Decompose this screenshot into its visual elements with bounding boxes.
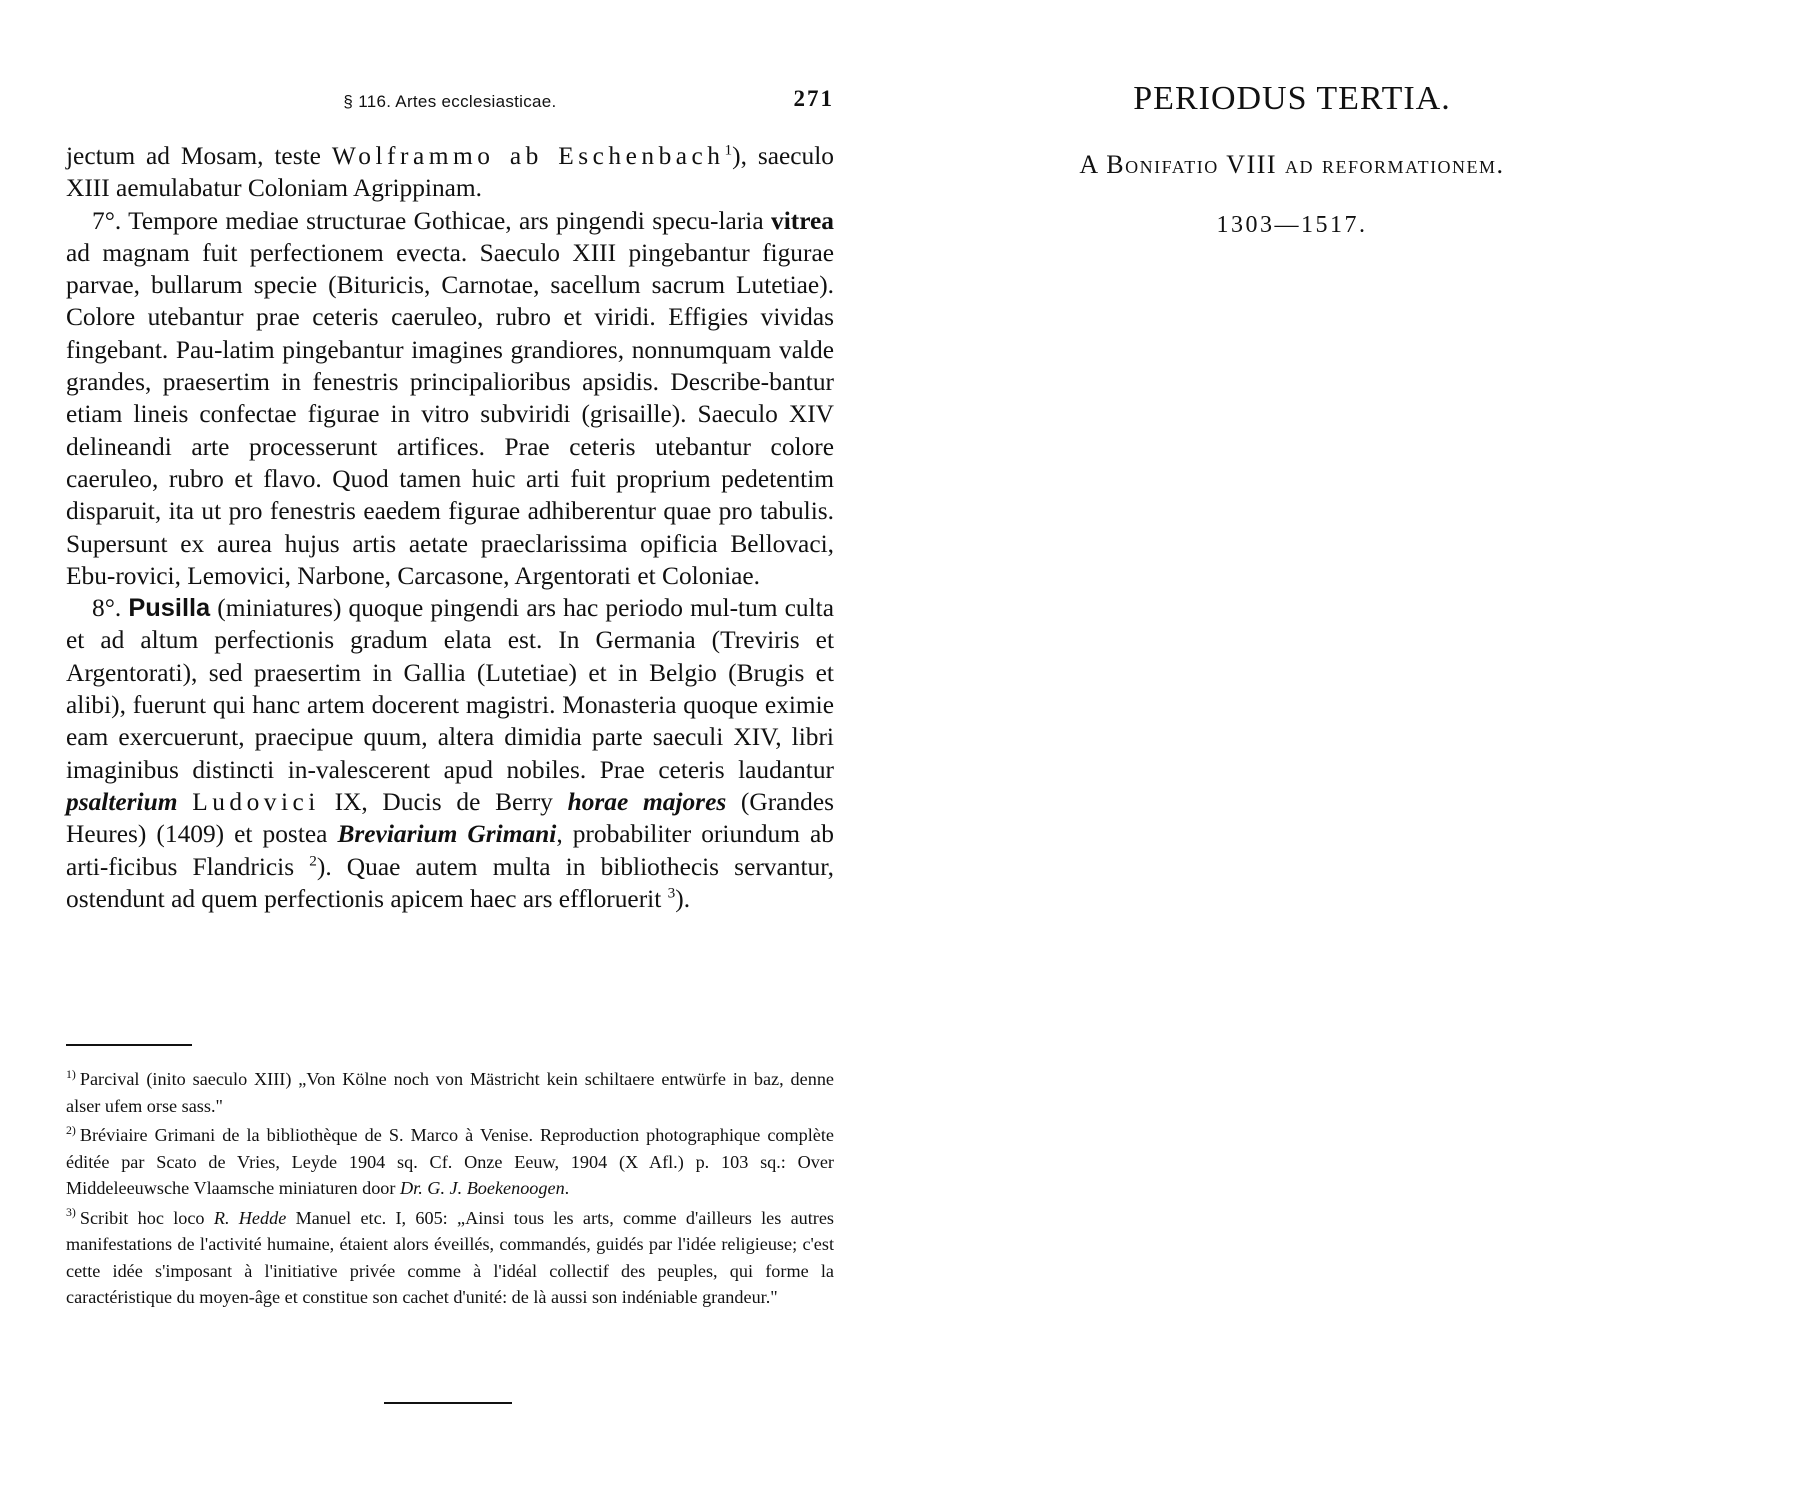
footnote-mark: 1): [66, 1066, 76, 1081]
footnote-text: Manuel etc. I, 605: „Ainsi tous les arts, comme d'ailleurs les autres manifestations de l'activité humaine, étaient alors éveillés, commandés, guidés par l'idée religieuse; c'est cette idée s'imposant à l'initiative privée comme à l'idéal collectif des peuples, qui forme la caractéristique du moyen-âge et constitue son cachet d'unité: de là aussi son indéniable grandeur.": [66, 1207, 835, 1307]
text-run: ad magnam fuit perfectionem evecta. Saeculo XIII pingebantur figurae parvae, bullarum specie (Bituricis, Carnotae, sacellum sacrum Lutetiae). Colore utebantur prae ceteris caeruleo, rubro et viridi. Effigies vividas fingebant. Pau-latim pingebantur imagines grandiores, nonnumquam valde grandes, praesertim in fenestris principalioribus apsidis. Describe-bantur etiam lineis confectae figurae in vitro subviridi (grisaille). Saeculo XIV delineandi arte processerunt artifices. Prae ceteris utebantur colore caeruleo, rubro et flavo. Quod tamen huic arti fuit proprium pedetentim disparuit, ita ut pro fenestris eaedem figurae adhiberentur quae pro tabulis. Supersunt ex aurea hujus artis aetate praeclarissima opificia Bellovaci, Ebu-rovici, Lemovici, Narbone, Carcasone, Argentorati et Coloniae.: [66, 238, 834, 590]
running-head: [66, 86, 834, 116]
footnote-text: Bréviaire Grimani de la bibliothèque de S. Marco à Venise. Reproduction photographique complète éditée par Scato de Vries, Leyde 1904 sq. Cf. Onze Eeuw, 1904 (X Afl.) p. 103 sq.: Over Middeleeuwsche Vlaamsche miniaturen door: [66, 1125, 834, 1198]
paragraph-8: [66, 592, 834, 915]
footnote-ref-2[interactable]: 2: [309, 852, 317, 870]
keyword-bold: Pusilla: [128, 594, 211, 623]
text-run: ). Quae autem multa in bibliothecis servantur, ostendunt ad quem perfectionis apicem haec ars effloruerit: [66, 852, 834, 913]
footnote-text: Scribit hoc loco: [79, 1207, 214, 1228]
keyword-bold: vitrea: [771, 206, 834, 235]
text-run: IX, Ducis de Berry: [319, 787, 568, 816]
period-title: PERIODUS TERTIA.: [1133, 80, 1451, 117]
text-run: (miniatures) quoque pingendi ars hac periodo mul-tum culta et ad altum perfectionis gradum elata est. In Germania (Treviris et Argentorati), sed praesertim in Gallia (Lutetiae) et in Belgio (Brugis et alibi), fuerunt qui hanc artem docerent magistri. Monasteria quoque eximie eam exercuerunt, praecipue quum, altera dimidia parte saeculi XIV, libri imaginibus distincti in-valescerent apud nobiles. Prae ceteris laudantur: [66, 594, 835, 784]
text-run: jectum ad Mosam, teste: [66, 142, 332, 170]
italic-title: Breviarium Grimani: [337, 820, 557, 849]
text-run: (Grandes Heures) (1409) et postea: [66, 787, 834, 849]
period-dates: 1303—1517.: [1216, 212, 1368, 238]
footnote-mark: 2): [66, 1122, 76, 1137]
text-run: ).: [675, 884, 691, 913]
section-number: 8°.: [92, 594, 129, 623]
footnote-3: [66, 1205, 834, 1311]
footnote-divider: [66, 1044, 192, 1046]
end-divider: [384, 1402, 512, 1404]
period-subtitle: A Bonifatio VIII ad reformationem.: [1079, 150, 1505, 179]
author-name: Wolframmo ab Eschenbach: [331, 142, 725, 170]
footnote-author: R. Hedde: [213, 1207, 287, 1228]
paragraph-1: [66, 140, 834, 205]
text-run: ), saeculo XIII aemulabatur Coloniam Agrippinam.: [66, 142, 834, 203]
italic-title: psalterium: [66, 787, 178, 816]
running-head-title: § 116. Artes ecclesiasticae.: [343, 92, 557, 111]
footnote-mark: 3): [66, 1205, 76, 1220]
text-run: [177, 788, 192, 816]
footnote-2: [66, 1122, 834, 1202]
section-number: 7°.: [92, 206, 129, 235]
body-text: [66, 140, 834, 915]
page-number: 271: [793, 86, 834, 111]
footnote-text: Parcival (inito saeculo XIII) „Von Kölne noch von Mästricht kein schiltaere entwürfe in baz, denne alser ufem orse sass.": [66, 1069, 834, 1116]
text-run: Tempore mediae structurae Gothicae, ars pingendi specu-laria: [128, 206, 772, 235]
footnote-ref-3[interactable]: 3: [667, 884, 676, 902]
italic-title: horae majores: [567, 787, 727, 816]
text-run: , probabiliter oriundum ab arti-ficibus Flandricis: [66, 820, 834, 881]
footnote-ref-1[interactable]: 1: [724, 141, 733, 159]
footnote-author: Dr. G. J. Boekenoogen: [400, 1178, 565, 1198]
footnote-text: .: [564, 1178, 570, 1198]
footnote-1: [66, 1066, 834, 1119]
name-spaced: Ludovici: [192, 787, 320, 816]
right-page: [897, 0, 1794, 1500]
paragraph-7: [66, 205, 834, 593]
footnotes: [66, 1066, 834, 1314]
